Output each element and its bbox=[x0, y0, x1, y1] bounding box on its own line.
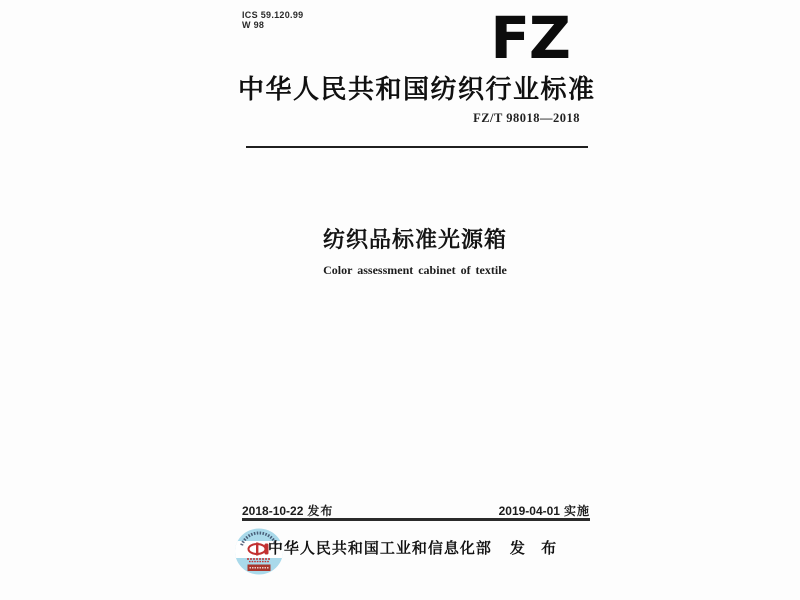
footer-divider-line bbox=[242, 518, 590, 521]
implement-date: 2019-04-01 bbox=[498, 504, 560, 518]
issue-date-item bbox=[242, 502, 333, 519]
ics-classification-block bbox=[242, 11, 303, 30]
publish-action-label: 发 布 bbox=[509, 540, 563, 557]
publisher-name: 中华人民共和国工业和信息化部 bbox=[267, 540, 492, 557]
doc-class-code: W 98 bbox=[242, 19, 265, 30]
ics-code: ICS 59.120.99 bbox=[242, 10, 304, 20]
document-title-chinese: 纺织品标准光源箱 bbox=[322, 227, 507, 252]
issue-date: 2018-10-22 bbox=[242, 504, 304, 518]
implement-label: 实施 bbox=[563, 504, 590, 518]
document-title-english: Color assessment cabinet of textile bbox=[323, 263, 507, 277]
header-divider-line bbox=[246, 146, 588, 148]
issue-label: 发布 bbox=[307, 504, 334, 518]
standard-category-heading: 中华人民共和国纺织行业标准 bbox=[238, 74, 596, 104]
fz-standard-logo: FZ bbox=[490, 4, 570, 72]
publisher-row bbox=[240, 537, 590, 558]
standard-code: FZ/T 98018—2018 bbox=[473, 111, 580, 125]
date-row bbox=[242, 502, 590, 519]
implement-date-item bbox=[499, 502, 590, 519]
